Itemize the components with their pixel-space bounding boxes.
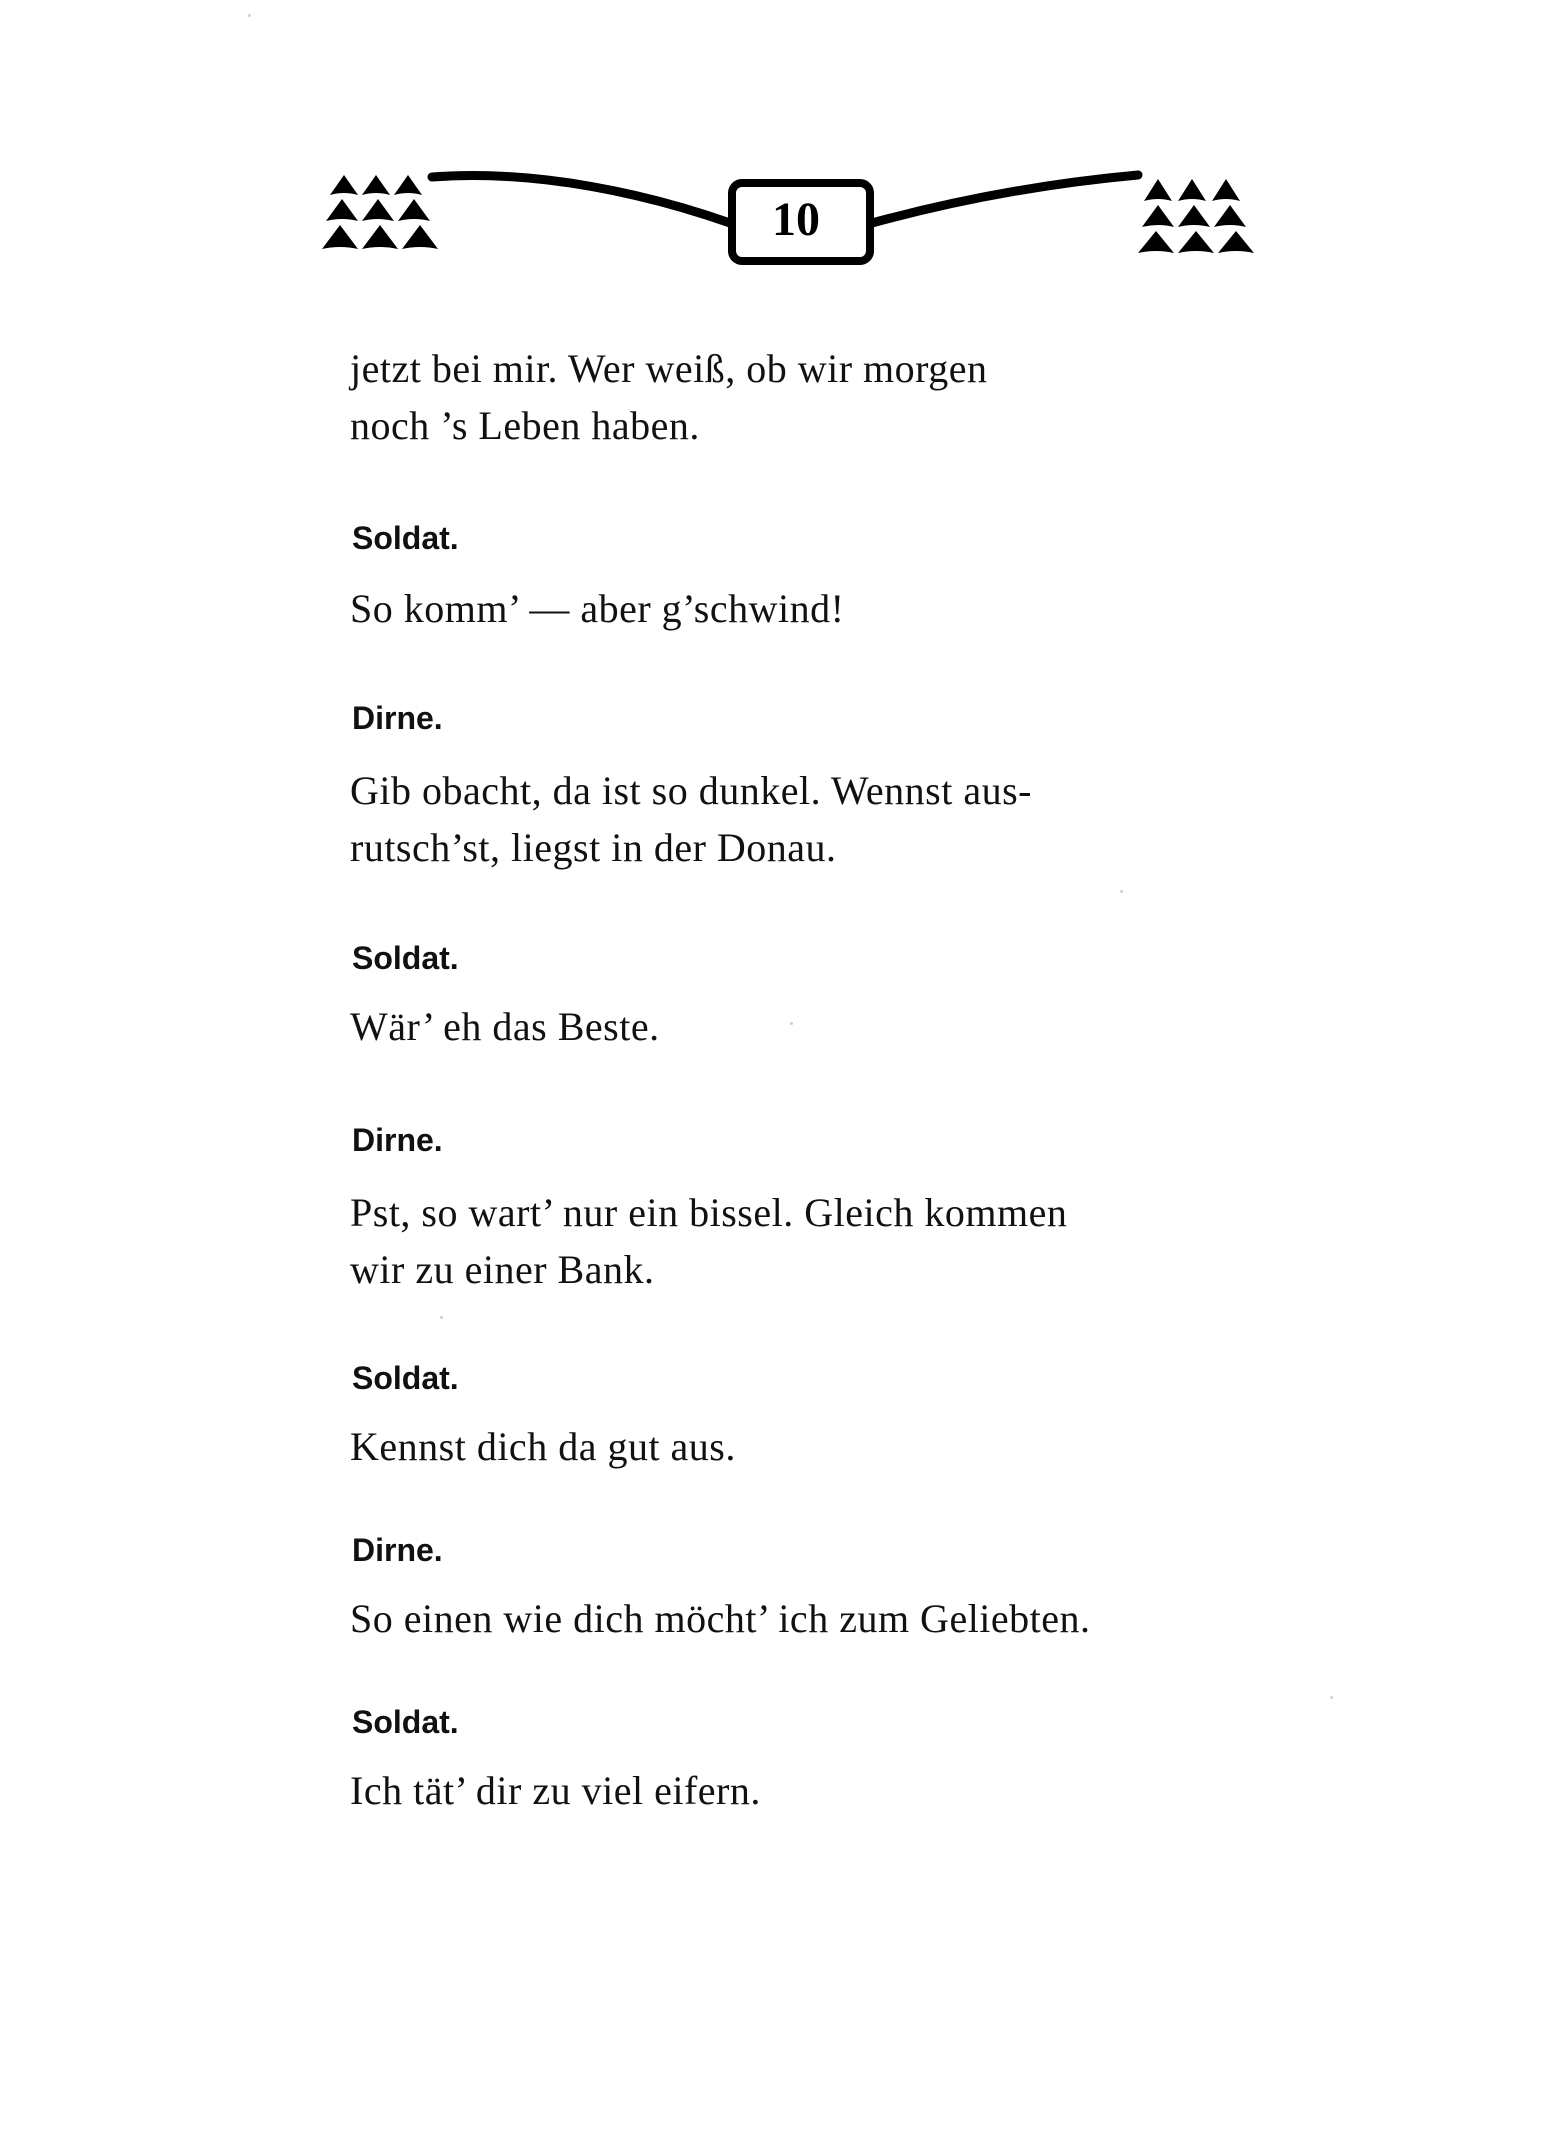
text-block	[350, 1184, 1250, 1298]
text-line: rutsch’st, liegst in der Donau.	[350, 825, 837, 870]
text-line: jetzt bei mir. Wer weiß, ob wir morgen	[350, 346, 988, 391]
left-swoop-line	[432, 176, 730, 223]
scan-speck	[440, 1316, 443, 1319]
text-line: Pst, so wart’ nur ein bissel. Gleich kommen	[350, 1190, 1068, 1235]
text-line: Kennst dich da gut aus.	[350, 1424, 736, 1469]
speaker-label: Soldat.	[352, 940, 459, 976]
text-line: Ich tät’ dir zu viel eifern.	[350, 1768, 761, 1813]
text-line: So komm’ — aber g’schwind!	[350, 586, 845, 631]
text-block	[350, 762, 1250, 876]
text-line: So einen wie dich möcht’ ich zum Geliebten.	[350, 1596, 1091, 1641]
speaker-label: Dirne.	[352, 1532, 443, 1568]
text-block	[350, 1418, 1250, 1475]
right-spade-cluster-icon	[1138, 179, 1254, 253]
text-line: Wär’ eh das Beste.	[350, 1004, 660, 1049]
text-line: wir zu einer Bank.	[350, 1247, 655, 1292]
speaker-label: Soldat.	[352, 1360, 459, 1396]
left-spade-cluster-icon	[322, 175, 438, 249]
speaker-label: Dirne.	[352, 1122, 443, 1158]
text-line: Gib obacht, da ist so dunkel. Wennst aus-	[350, 768, 1033, 813]
right-swoop-line	[872, 175, 1138, 223]
text-block	[350, 580, 1250, 637]
speaker-label: Soldat.	[352, 1704, 459, 1740]
text-block	[350, 1762, 1250, 1819]
scan-speck	[248, 14, 251, 17]
scan-speck	[790, 1022, 793, 1025]
page-number: 10	[772, 193, 820, 246]
scan-speck	[1330, 1696, 1333, 1699]
scan-speck	[1120, 890, 1123, 893]
speaker-label: Soldat.	[352, 520, 459, 556]
text-block	[350, 340, 1250, 454]
text-block	[350, 1590, 1250, 1647]
text-block	[350, 998, 1250, 1055]
text-line: noch ’s Leben haben.	[350, 403, 700, 448]
speaker-label: Dirne.	[352, 700, 443, 736]
